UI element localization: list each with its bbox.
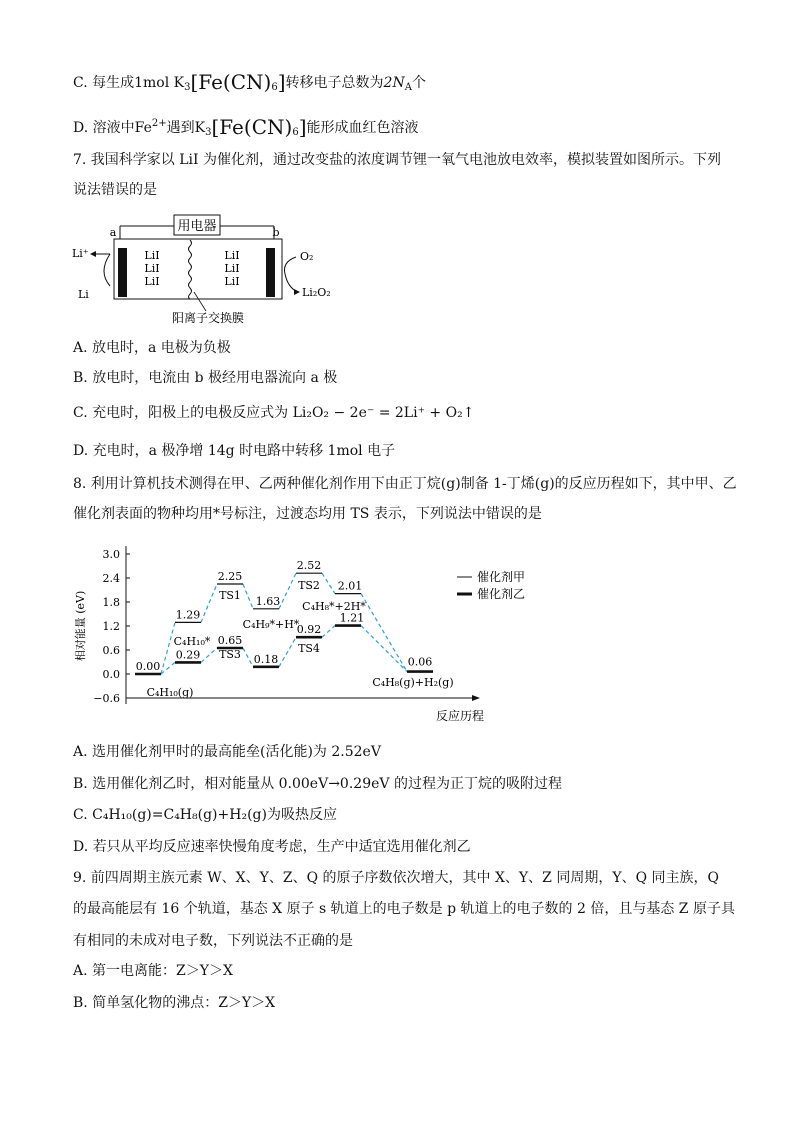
- connector-line: [322, 573, 335, 593]
- value-label: 1.29: [175, 608, 201, 622]
- q8-stem-line-1: 8. 利用计算机技术测得在甲、乙两种催化剂作用下由正丁烷(g)制备 1-丁烯(g)的反应历程如下，其中甲、乙: [73, 476, 737, 492]
- q8-option-b: B. 选用催化剂乙时，相对能量从 0.00eV→0.29eV 的过程为正丁烷的吸附过程: [73, 776, 562, 792]
- connector-line: [201, 584, 217, 622]
- q7-option-d: D. 充电时，a 极净增 14g 时电路中转移 1mol 电子: [73, 443, 396, 459]
- electrode-a: [118, 248, 127, 297]
- battery-diagram: [70, 212, 340, 330]
- y-tick-label: 3.0: [102, 548, 120, 561]
- value-label: 0.06: [407, 655, 433, 669]
- species-c4h10-g: C₄H₁₀(g): [146, 686, 194, 699]
- device-label: 用电器: [177, 219, 217, 234]
- right-arrow-curve: [284, 257, 298, 292]
- bracket: ]: [298, 115, 307, 139]
- o2-label: O₂: [300, 250, 314, 263]
- species-ts2: TS2: [298, 579, 320, 592]
- energy-profile-chart: [70, 538, 526, 728]
- connector-line: [279, 573, 296, 609]
- y-tick-label: 0.6: [102, 644, 120, 657]
- y-axis-label: 相对能量 (eV): [74, 590, 87, 662]
- left-arrow-curve: [104, 254, 110, 286]
- species-ts4: TS4: [298, 642, 320, 655]
- x-axis-arrow: [472, 695, 480, 701]
- value-label: 2.25: [217, 570, 243, 583]
- q8-option-d: D. 若只从平均反应速率快慢角度考虑，生产中适宜选用催化剂乙: [73, 839, 471, 855]
- q6-d-text: D. 溶液中: [73, 120, 135, 136]
- q7-stem-line-1: 7. 我国科学家以 LiI 为催化剂，通过改变盐的浓度调节锂一氧气电池放电效率，模拟装置如图所示。下列: [73, 152, 722, 168]
- q6-d-text-3: 能形成血红色溶液: [306, 120, 419, 136]
- electrode-b: [266, 248, 275, 297]
- y-tick-label: 1.2: [102, 620, 120, 633]
- q6-option-c: [73, 72, 426, 98]
- value-label: 1.21: [339, 611, 365, 625]
- species-c4h8-h2: C₄H₈(g)+H₂(g): [372, 676, 454, 689]
- salt-right-1: LiI: [224, 249, 240, 262]
- q8-option-a: A. 选用催化剂甲时的最高能垒(活化能)为 2.52eV: [73, 744, 381, 760]
- species-c4h10-ads: C₄H₁₀*: [173, 635, 211, 648]
- value-label: 0.92: [296, 623, 322, 637]
- avogadro: 2N: [383, 75, 405, 91]
- bracket-formula: [Fe(CN): [190, 70, 272, 94]
- q9-stem-line-2: 的最高能层有 16 个轨道，基态 X 原子 s 轨道上的电子数是 p 轨道上的电子数的 2 倍，且与基态 Z 原子具: [73, 901, 735, 917]
- q9-stem-line-3: 有相同的未成对电子数，下列说法不正确的是: [73, 933, 353, 949]
- membrane-label: 阳离子交换膜: [171, 311, 245, 325]
- li2o2-label: Li₂O₂: [302, 286, 331, 299]
- species-ts3: TS3: [219, 648, 241, 661]
- ion: Fe: [134, 120, 152, 136]
- q6-option-d: [73, 114, 419, 143]
- bracket: ]: [277, 70, 286, 94]
- y-tick-label: 2.4: [102, 572, 120, 585]
- salt-left-2: LiI: [144, 262, 160, 275]
- q9-option-a: A. 第一电离能：Z＞Y＞X: [73, 963, 233, 979]
- li-label: Li: [78, 288, 89, 301]
- value-label: 2.01: [337, 579, 363, 593]
- x-axis-label: 反应历程: [435, 709, 485, 723]
- q7-option-b: B. 放电时，电流由 b 极经用电器流向 a 极: [73, 370, 338, 386]
- species-c4h9-h: C₄H₉*+H*: [242, 618, 300, 631]
- superscript: 2+: [151, 118, 167, 129]
- value-label: 1.63: [255, 594, 281, 608]
- q7-option-a: A. 放电时，a 电极为负极: [73, 340, 231, 356]
- subscript: A: [404, 82, 412, 93]
- salt-right-3: LiI: [224, 275, 240, 288]
- y-tick-label: 1.8: [102, 596, 120, 609]
- q8-stem-line-2: 催化剂表面的物种均用*号标注，过渡态均用 TS 表示，下列说法中错误的是: [73, 506, 542, 522]
- species-c4h8-2h: C₄H₈*+2H*: [302, 600, 366, 613]
- subscript: 6: [271, 82, 278, 93]
- legend-label-b: 催化剂乙: [477, 587, 526, 601]
- connector-line: [322, 626, 335, 638]
- q6-c-text: C. 每生成: [73, 75, 135, 91]
- formula: K: [194, 120, 206, 136]
- q8-option-c: C. C₄H₁₀(g)=C₄H₈(g)+H₂(g)为吸热反应: [73, 807, 337, 823]
- value-label: 0.18: [253, 652, 279, 666]
- subscript: 6: [292, 127, 299, 138]
- connector-line: [243, 584, 253, 609]
- li-plus-label: Li⁺: [72, 247, 89, 260]
- q9-option-b: B. 简单氢化物的沸点：Z＞Y＞X: [73, 995, 276, 1011]
- value-label: 0.29: [175, 648, 201, 662]
- q6-c-formula: 1mol K: [134, 75, 185, 91]
- connector-line: [279, 637, 296, 667]
- electrode-b-label: b: [272, 226, 280, 239]
- salt-right-2: LiI: [224, 262, 240, 275]
- value-label: 0.00: [135, 660, 161, 673]
- value-label: 2.52: [296, 559, 322, 573]
- y-tick-label: −0.6: [93, 692, 120, 705]
- legend-label-a: 催化剂甲: [477, 570, 526, 584]
- electrode-a-label: a: [109, 226, 117, 239]
- q6-d-text-2: 遇到: [166, 120, 195, 136]
- q7-option-c: C. 充电时，阳极上的电极反应式为 Li₂O₂ − 2e⁻ = 2Li⁺ + O₂↑: [73, 405, 475, 421]
- cell-box: [114, 239, 282, 299]
- q7-stem-line-2: 说法错误的是: [73, 182, 157, 198]
- y-tick-label: 0.0: [102, 668, 120, 681]
- value-label: 0.65: [217, 634, 243, 647]
- species-ts1: TS1: [219, 589, 241, 602]
- q6-c-text-2: 转移电子总数为: [285, 75, 384, 91]
- subscript: 3: [205, 127, 212, 138]
- bracket-formula: [Fe(CN): [211, 115, 293, 139]
- salt-left-1: LiI: [144, 249, 160, 262]
- subscript: 3: [184, 82, 191, 93]
- connector-line: [161, 622, 175, 674]
- q9-stem-line-1: 9. 前四周期主族元素 W、X、Y、Z、Q 的原子序数依次增大，其中 X、Y、Z 同周期，Y、Q 同主族，Q: [73, 870, 719, 886]
- connector-line: [201, 648, 217, 662]
- salt-left-3: LiI: [144, 275, 160, 288]
- q6-c-text-3: 个: [411, 75, 426, 91]
- connector-line: [243, 648, 253, 667]
